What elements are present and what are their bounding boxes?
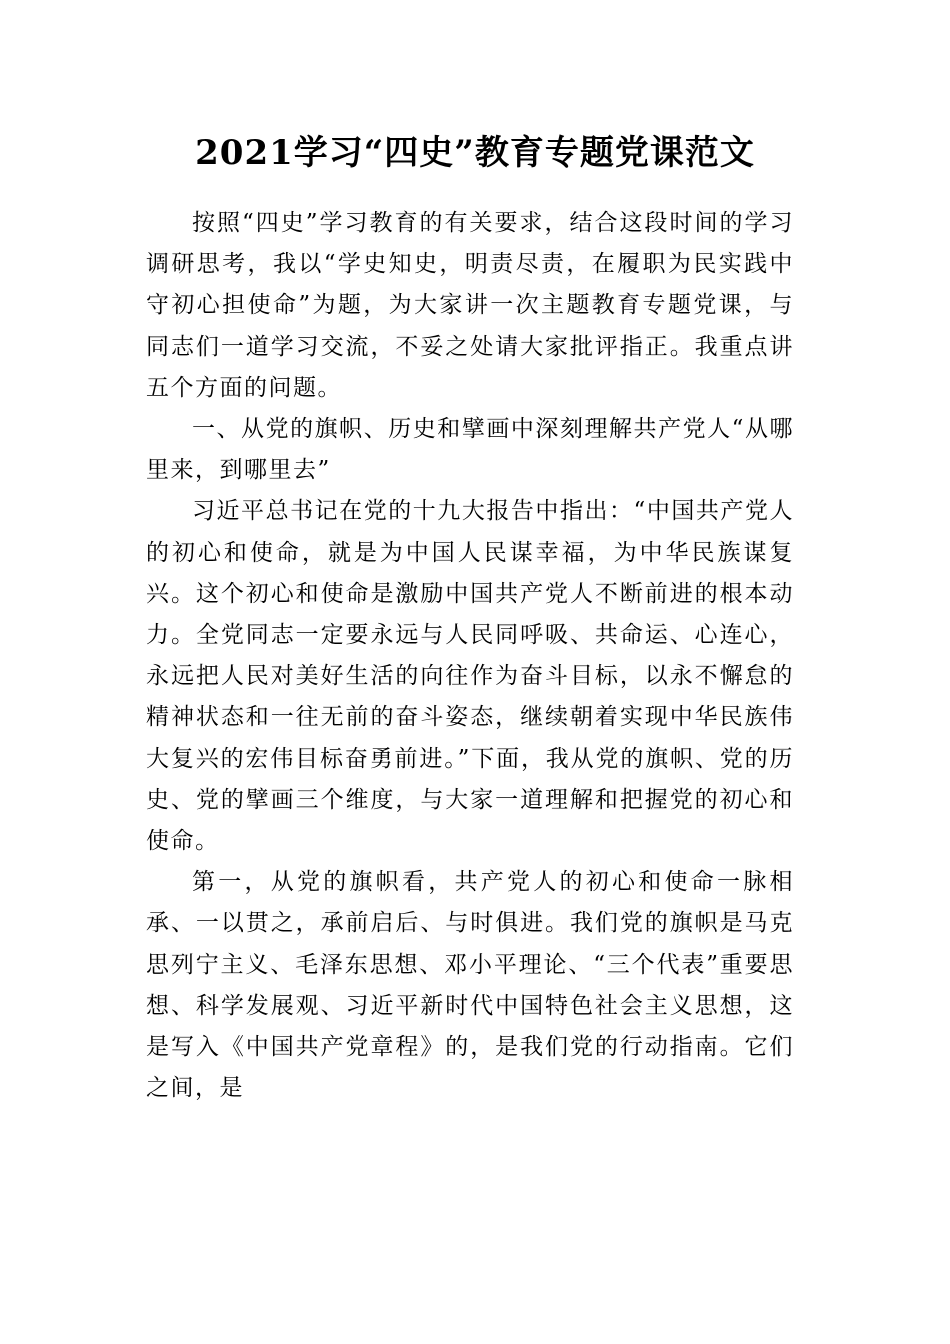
document-title: 2021学习“四史”教育专题党课范文 [195,133,755,173]
paragraph-quote: 习近平总书记在党的十九大报告中指出：“中国共产党人的初心和使命，就是为中国人民谋幸福，为中华民族谋复兴。这个初心和使命是激励中国共产党人不断前进的根本动力。全党同志一定要永远与人民同呼吸、共命运、心连心，永远把人民对美好生活的向往作为奋斗目标，以永不懈怠的精神状态和一往无前的奋斗姿态，继续朝着实现中华民族伟大复兴的宏伟目标奋勇前进。”下面，我从党的旗帜、党的历史、党的擘画三个维度，与大家一道理解和把握党的初心和使命。 [146,498,794,855]
paragraph-section-heading: 一、从党的旗帜、历史和擘画中深刻理解共产党人“从哪里来，到哪里去” [146,416,794,484]
paragraph-intro: 按照“四史”学习教育的有关要求，结合这段时间的学习调研思考，我以“学史知史，明责尽责，在履职为民实践中守初心担使命”为题，为大家讲一次主题教育专题党课，与同志们一道学习交流，不妥之处请大家批评指正。我重点讲五个方面的问题。 [146,210,794,401]
document-body [146,203,794,1109]
paragraph-first-point: 第一，从党的旗帜看，共产党人的初心和使命一脉相承、一以贯之，承前启后、与时俱进。我们党的旗帜是马克思列宁主义、毛泽东思想、邓小平理论、“三个代表”重要思想、科学发展观、习近平新时代中国特色社会主义思想，这是写入《中国共产党章程》的，是我们党的行动指南。它们之间，是 [146,869,794,1102]
